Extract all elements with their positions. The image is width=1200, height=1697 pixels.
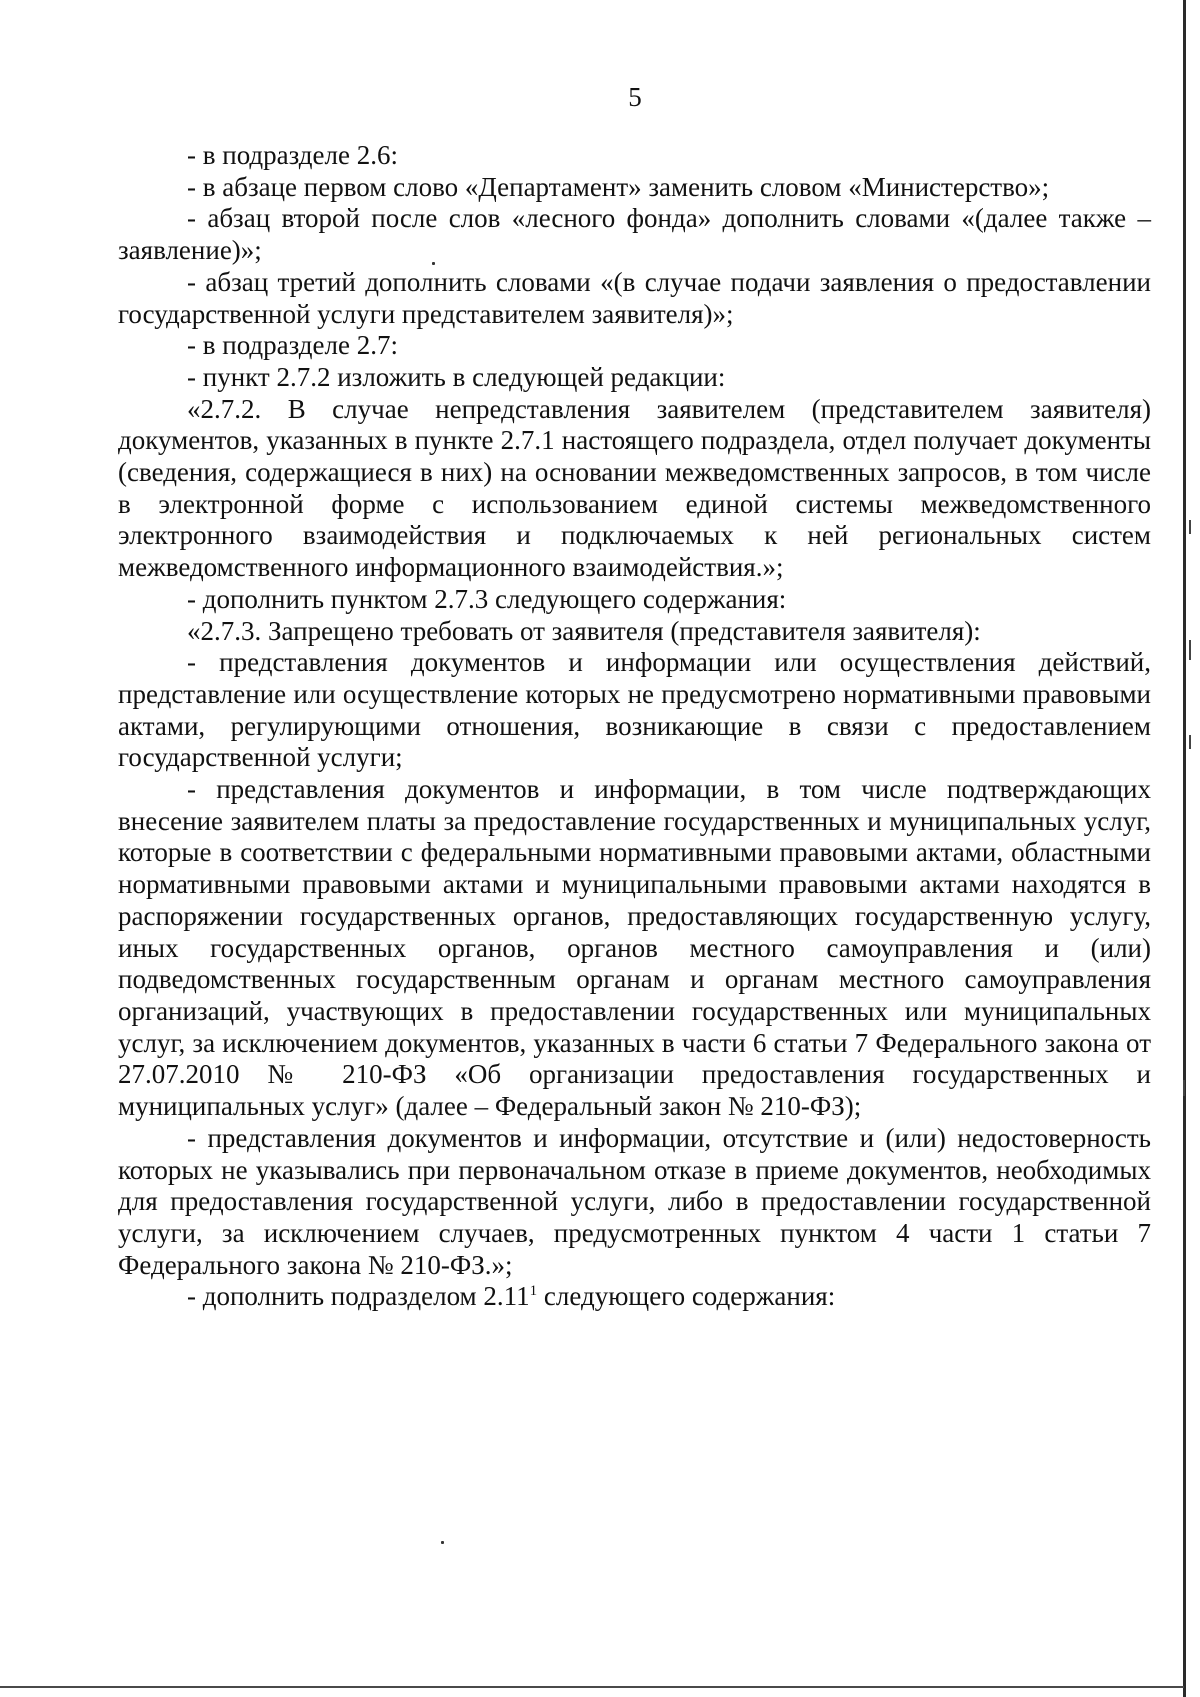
scan-mark [1183, 1080, 1185, 1096]
final-paragraph-tail: следующего содержания: [537, 1281, 836, 1312]
superscript-index: 1 [529, 1283, 538, 1300]
document-body [118, 140, 1151, 1313]
scan-mark [1189, 640, 1191, 660]
scan-mark [1189, 520, 1191, 534]
page-number: 5 [628, 82, 642, 112]
final-paragraph-text: - дополнить подразделом 2.11 [187, 1281, 530, 1312]
scan-speck [432, 262, 435, 265]
paragraph: - дополнить пунктом 2.7.3 следующего содержания: [187, 583, 787, 614]
paragraph: - пункт 2.7.2 изложить в следующей редакции: [187, 361, 726, 392]
paragraph: «2.7.3. Запрещено требовать от заявителя (представителя заявителя): [187, 615, 981, 646]
scan-speck [441, 1541, 444, 1544]
scan-mark [1189, 735, 1191, 749]
paragraph: - в подразделе 2.6: [187, 140, 398, 170]
paragraph: - представления документов и информации или осуществления действий, представление или осуществление которых не предусмотрено нормативными правовыми актами, регулирующими отношения, возникающие в связи с предоставлением государственной услуги; [118, 647, 1151, 773]
paragraph: - в абзаце первом слово «Департамент» заменить словом «Министерство»; [187, 171, 1050, 202]
scan-edge-bottom [0, 1686, 1184, 1688]
paragraph: - представления документов и информации, в том числе подтверждающих внесение заявителем платы за предоставление государственных и муниципальных услуг, которые в соответствии с федеральными нормативными правовыми актами, областными нормативными правовыми актами и муниципальными правовыми актами находятся в распоряжении государственных органов, предоставляющих государственную услугу, иных государственных органов, органов местного самоуправления и (или) подведомственных государственным органам и органам местного самоуправления организаций, участвующих в предоставлении государственных или муниципальных услуг, за исключением документов, указанных в части 6 статьи 7 Федерального закона от 27.07.2010 № 210-ФЗ «Об организации предоставления государственных и муниципальных услуг» (далее – Федеральный закон № 210-ФЗ); [118, 774, 1151, 1122]
scan-edge-right [1183, 0, 1186, 1697]
final-paragraph [118, 1281, 1151, 1313]
paragraph: «2.7.2. В случае непредставления заявителем (представителем заявителя) документов, указанных в пункте 2.7.1 настоящего подраздела, отдел получает документы (сведения, содержащиеся в них) на основании межведомственных запросов, в том числе в электронной форме с использованием единой системы межведомственного электронного взаимодействия и подключаемых к ней региональных систем межведомственного информационного взаимодействия.»; [118, 393, 1151, 583]
paragraph: - абзац третий дополнить словами «(в случае подачи заявления о предоставлении государственной услуги представителем заявителя)»; [118, 266, 1151, 329]
paragraph: - абзац второй после слов «лесного фонда» дополнить словами «(далее также – заявление)»; [118, 203, 1151, 266]
paragraph: - представления документов и информации, отсутствие и (или) недостоверность которых не указывались при первоначальном отказе в приеме документов, необходимых для предоставления государственной услуги, либо в предоставлении государственной услуги, за исключением случаев, предусмотренных пунктом 4 части 1 статьи 7 Федерального закона № 210-ФЗ.»; [118, 1122, 1151, 1280]
paragraph: - в подразделе 2.7: [187, 330, 398, 361]
